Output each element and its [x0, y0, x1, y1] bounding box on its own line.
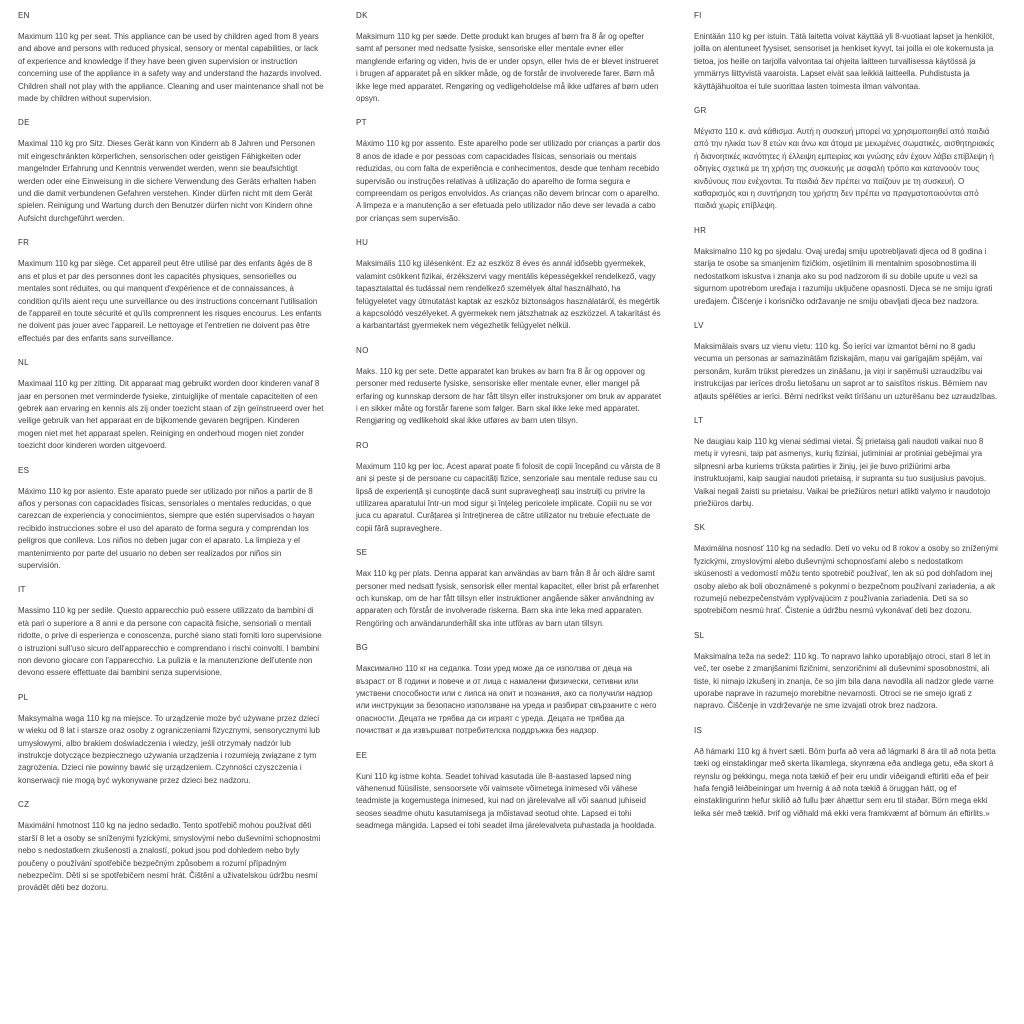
safety-text-sl: Maksimalna teža na sedež: 110 kg. To napravo lahko uporabljajo otroci, stari 8 let in več, ter osebe z zmanjšanimi fizičnimi, senzoričnimi ali duševnimi sposobnostmi, ali tiste, ki nimajo izkušenj in znanja, če so jim bila dana navodila ali nadzor glede varne uporabe naprave in razumejo morebitne nevarnosti. Otroci se ne smejo igrati z napravo. Čiščenje in vzdrževanje ne sme izvajati otrok brez nadzora. — [694, 651, 994, 711]
safety-text-bg: Максимално 110 кг на седалка. Този уред може да се използва от деца на възраст от 8 години и повече и от лица с намалени физически, сетивни или умствени способности или с липса на опит и познания, ако са получили надзор или инструкции за безопасно използване на уреда и разбират свързаните с него опасности. Децата не трябва да си играят с уреда. Децата не трябва да почистват и да извършват потребителска поддръжка без надзор. — [356, 664, 657, 736]
language-code-no: NO — [356, 345, 369, 355]
safety-text-pt: Máximo 110 kg por assento. Este aparelho pode ser utilizado por crianças a partir dos 8 anos de idade e por pessoas com capacidades físicas, sensoriais ou mentais reduzidas, ou com falta de experiência e conhecimentos, desde que tenham recebido supervisão ou instruções relativas à utilização do aparelho de forma segura e compreendam os perigos envolvidos. As crianças não devem brincar com o aparelho. A limpeza e a manutenção a ser efetuada pelo utilizador não deve ser levada a cabo por crianças sem supervisão. — [356, 139, 661, 223]
language-code-sl: SL — [694, 630, 705, 640]
safety-text-lv: Maksimālais svars uz vienu vietu: 110 kg. Šo ierīci var izmantot bērni no 8 gadu vecuma un personas ar samazinātām fiziskajām, maņu vai garīgajām spējām, vai personām, kurām trūkst pieredzes un zināšanu, ja viņi ir saņēmuši uzraudzību vai instrukcijas par ierīces drošu lietošanu un saprot ar to saistītos riskus. Bērniem nav atļauts spēlēties ar ierīci. Bērni nedrīkst veikt tīrīšanu un uzturēšanu bez uzraudzības. — [694, 341, 998, 401]
section-cz — [18, 800, 324, 894]
language-code-ro: RO — [356, 440, 369, 450]
safety-text-no: Maks. 110 kg per sete. Dette apparatet kan brukes av barn fra 8 år og oppover og personer med reduserte fysiske, sensoriske eller mentale evner, eller mangel på erfaring og kunnskap dersom de har fått tilsyn eller instruksjoner om bruk av apparatet i en sikker måte og forstår farene som følger. Barn skal ikke leke med apparatet. Rengjøring og vedlikehold skal ikke utføres av barn uten tilsyn. — [356, 366, 662, 426]
section-dk — [356, 11, 662, 105]
language-code-it: IT — [18, 585, 26, 595]
safety-text-fr: Maximum 110 kg par siège. Cet appareil peut être utilisé par des enfants âgés de 8 ans et plus et par des personnes dont les capacités physiques, sensorielles ou mentales sont réduites, ou qui manquent d'expérience et de connaissances, à condition qu'ils aient reçu une surveillance ou des instructions concernant l'utilisation de l'appareil en toute sécurité et qu'ils comprennent les risques encourus. Les enfants ne doivent pas jouer avec l'appareil. Le nettoyage et l'entretien ne doivent pas être effectués par des enfants sans surveillance. — [18, 259, 322, 343]
column-right — [694, 11, 1000, 1014]
language-code-bg: BG — [356, 643, 369, 653]
section-gr — [694, 106, 1000, 213]
safety-text-en: Maximum 110 kg per seat. This appliance can be used by children aged from 8 years and above and persons with reduced physical, sensory or mental capabilities, or lack of experience and knowledge if they have been given supervision or instruction concerning use of the appliance in a safety way and understand the hazards involved. Children shall not play with the appliance. Cleaning and user maintenance shall not be made by children without supervision. — [18, 32, 324, 104]
safety-text-de: Maximal 110 kg pro Sitz. Dieses Gerät kann von Kindern ab 8 Jahren und Personen mit eingeschränkten körperlichen, sensorischen oder geistigen Fähigkeiten oder mangelnder Erfahrung und Kenntnis verwendet werden, wenn sie beaufsichtigt werden oder eine Einweisung in die sichere Verwendung des Geräts erhalten haben und die damit verbundenen Gefahren verstehen. Kinder dürfen nicht mit dem Gerät spielen. Reinigung und Wartung durch den Benutzer dürfen nicht von Kindern ohne Aufsicht durchgeführt werden. — [18, 139, 316, 223]
safety-text-cz: Maximální hmotnost 110 kg na jedno sedadlo. Tento spotřebič mohou používat děti starší 8 let a osoby se sníženými fyzickými, smyslovými nebo duševními schopnostmi nebo s nedostatkem zkušeností a znalostí, pokud jsou pod dohledem nebo byly poučeny o používání spotřebiče bezpečným způsobem a rozumí případným nebezpečím. Děti si se spotřebičem nesmí hrát. Čištění a uživatelskou údržbu nesmí provádět děti bez dozoru. — [18, 821, 321, 893]
language-code-cz: CZ — [18, 800, 30, 810]
language-code-hu: HU — [356, 238, 369, 248]
section-lt — [694, 416, 1000, 510]
section-hr — [694, 226, 1000, 308]
section-lv — [694, 321, 1000, 403]
section-se — [356, 548, 662, 630]
language-code-ee: EE — [356, 750, 368, 760]
language-code-pl: PL — [18, 692, 29, 702]
safety-text-dk: Maksimum 110 kg per sæde. Dette produkt kan bruges af børn fra 8 år og opefter samt af personer med nedsatte fysiske, sensoriske eller mentale evner eller manglende erfaring og viden, hvis de er under opsyn, eller hvis de er blevet instrueret i brugen af apparatet på en sikker måde, og de forstår de involverede farer. Børn må ikke lege med apparatet. Rengøring og vedligeholdelse må ikke udføres af børn uden opsyn. — [356, 32, 659, 104]
safety-text-nl: Maximaal 110 kg per zitting. Dit apparaat mag gebruikt worden door kinderen vanaf 8 jaar en personen met verminderde fysieke, zintuiglijke of mentale capaciteiten of een gebrek aan ervaring en kennis als zij onder toezicht staan of zijn geïnstrueerd over het veilige gebruik van het apparaat en de bijkomende gevaren begrijpen. Kinderen mogen niet met het apparaat spelen. Reiniging en onderhoud mogen niet zonder toezicht door kinderen worden uitgevoerd. — [18, 379, 324, 451]
section-de — [18, 118, 324, 225]
section-ro — [356, 441, 662, 535]
safety-text-gr: Μέγιστο 110 κ. ανά κάθισμα. Αυτή η συσκευή μπορεί να χρησιμοποιηθεί από παιδιά από την ηλικία των 8 ετών και άνω και άτομα με μειωμένες σωματικές, αισθητηριακές ή διανοητικές ικανότητες ή έλλειψη εμπειρίας και γνώσης εάν έχουν λάβει επίβλεψη ή οδηγίες σχετικά με τη χρήση της συσκευής με ασφαλή τρόπο και κατανοούν τους κινδύνους που ενέχονται. Τα παιδιά δεν πρέπει να παίζουν με τη συσκευή. Ο καθαρισμός και η συντήρηση του χρήστη δεν πρέπει να πραγματοποιούνται από παιδιά χωρίς επίβλεψη. — [694, 127, 995, 211]
safety-text-fi: Enintään 110 kg per istuin. Tätä laitetta voivat käyttää yli 8-vuotiaat lapset ja henkilöt, joilla on alentuneet fyysiset, sensoriset ja henkiset kyvyt, tai joilla ei ole kokemusta ja tietoa, jos heille on tarjolla valvontaa tai ohjeita laitteen turvallisessa käytössä ja ymmärrys liittyvistä vaaroista. Lapset eivät saa leikkiä laitteella. Puhdistusta ja käyttäjähuoltoa ei tule suorittaa lasten toimesta ilman valvontaa. — [694, 32, 995, 91]
language-code-lv: LV — [694, 320, 704, 330]
section-fr — [18, 238, 324, 345]
section-no — [356, 346, 662, 428]
section-pt — [356, 118, 662, 225]
safety-text-hr: Maksimalno 110 kg po sjedalu. Ovaj uređaj smiju upotrebljavati djeca od 8 godina i starija te osobe sa smanjenim fizičkim, osjetilnim ili mentalnim sposobnostima ili nedostatkom iskustva i znanja ako su pod nadzorom ili su dobile upute u vezi sa sigurnom upotrebom uređaja i razumiju uključene opasnosti. Djeca se ne smiju igrati uređajem. Čišćenje i korisničko održavanje ne smiju obavljati djeca bez nadzora. — [694, 246, 993, 306]
section-fi — [694, 11, 1000, 93]
section-en — [18, 11, 324, 105]
language-code-gr: GR — [694, 106, 707, 116]
section-ee — [356, 751, 662, 833]
safety-text-hu: Maksimális 110 kg ülésenként. Ez az eszköz 8 éves és annál idősebb gyermekek, valamint csökkent fizikai, érzékszervi vagy mentális képességekkel rendelkező, vagy tapasztalattal és tudással nem rendelkező személyek által használható, ha felügyeletet vagy útmutatást kaptak az eszköz biztonságos használatáról, és megértik a kapcsolódó veszélyeket. A gyermekek nem játszhatnak az eszközzel. A takarítást és a karbantartást gyermekek nem végezhetik felügyelet nélkül. — [356, 259, 661, 331]
language-code-nl: NL — [18, 358, 29, 368]
language-code-pt: PT — [356, 118, 367, 128]
language-code-en: EN — [18, 11, 30, 20]
language-code-dk: DK — [356, 11, 368, 20]
section-nl — [18, 358, 324, 452]
section-hu — [356, 238, 662, 332]
safety-text-se: Max 110 kg per plats. Denna apparat kan användas av barn från 8 år och äldre samt personer med nedsatt fysisk, sensorisk eller mental kapacitet, eller brist på erfarenhet och kunskap, om de har fått tillsyn eller instruktioner angående säker användning av apparaten och förstår de involverade riskerna. Barn ska inte leka med apparaten. Rengöring och användarunderhåll ska inte utföras av barn utan tillsyn. — [356, 569, 659, 628]
language-code-fi: FI — [694, 11, 702, 20]
language-code-sk: SK — [694, 523, 706, 533]
safety-text-ro: Maximum 110 kg per loc. Acest aparat poate fi folosit de copii începând cu vârsta de 8 ani și peste și de persoane cu capacități fizice, senzoriale sau mentale reduse sau cu lipsă de experiență și cunoștințe dacă sunt supravegheați sau instruiți cu privire la utilizarea aparatului într-un mod sigur și înțeleg pericolele implicate. Copiii nu se vor juca cu aparatul. Curățarea și întreținerea de către utilizator nu trebuie efectuate de copii fără supraveghere. — [356, 461, 661, 533]
section-es — [18, 466, 324, 573]
safety-text-es: Máximo 110 kg por asiento. Este aparato puede ser utilizado por niños a partir de 8 años y personas con capacidades físicas, sensoriales o mentales reducidas, o que carezcan de experiencia y conocimientos, siempre que estén supervisados o hayan recibido instrucciones sobre el uso del aparato de forma segura y comprendan los peligros que conlleva. Los niños no deben jugar con el aparato. La limpieza y el mantenimiento por parte del usuario no deben ser realizados por niños sin supervisión. — [18, 486, 315, 570]
language-code-de: DE — [18, 118, 30, 128]
language-code-se: SE — [356, 548, 368, 558]
language-code-fr: FR — [18, 238, 30, 248]
safety-text-lt: Ne daugiau kaip 110 kg vienai sėdimai vietai. Šį prietaisą gali naudoti vaikai nuo 8 metų ir vyresni, taip pat asmenys, kurių fiziniai, jutiminiai ar protiniai gebėjimai yra silpnesni arba kuriems trūksta patirties ir žinių, jei jie buvo prižiūrimi arba instruktuojami, kaip saugiai naudoti prietaisą, ir supranta su tuo susijusius pavojus. Vaikai negali žaisti su prietaisu. Vaikai be priežiūros neturi atlikti valymo ir naudotojo priežiūros darbų. — [694, 436, 991, 508]
language-code-is: IS — [694, 725, 703, 735]
safety-text-pl: Maksymalna waga 110 kg na miejsce. To urządzenie może być używane przez dzieci w wieku od 8 lat i starsze oraz osoby z ograniczeniami fizycznymi, sensorycznymi lub umysłowymi, albo brakiem doświadczenia i wiedzy, jeśli otrzymały nadzór lub instrukcje dotyczące bezpiecznego używania urządzenia i rozumieją związane z tym zagrożenia. Dzieci nie powinny bawić się urządzeniem. Czynności czyszczenia i konserwacji nie mogą być wykonywane przez dzieci bez nadzoru. — [18, 713, 320, 785]
language-code-hr: HR — [694, 225, 707, 235]
language-code-lt: LT — [694, 415, 704, 425]
safety-text-ee: Kuni 110 kg istme kohta. Seadet tohivad kasutada üle 8-aastased lapsed ning vähenenud füüsiliste, sensoorsete või vaimsete võimetega inimesed või vähese teadmiste ja kogemustega inimesed, kui nad on järelevalve all või saanud juhiseid seoses seadme ohutu kasutamisega ja mõistavad seotud ohte. Lapsed ei tohi seadmega mängida. Lapsed ei tohi seadet ilma järelevalveta puhastada ja hooldada. — [356, 771, 657, 831]
section-is — [694, 726, 1000, 820]
section-bg — [356, 643, 662, 737]
section-it — [18, 585, 324, 679]
column-left — [18, 11, 324, 1014]
section-sk — [694, 523, 1000, 617]
safety-text-is: Að hámarki 110 kg á hvert sæti. Börn þurfa að vera að lágmarki 8 ára til að nota þetta tæki og einstaklingar með skerta líkamlega, skynræna eða andlega getu, eða skort á reynslu og þekkingu, mega nota tækið ef þeir eru undir viðeigandi eftirliti eða ef þeir hafa fengið leiðbeiningar um hvernig á að nota tækið á öruggan hátt, og ef einstaklingurinn hefur skilið að fullu þær áhættur sem eru til staðar. Börn mega ekki leika sér með tækið. Þrif og viðhald má ekki vera framkvæmt af börnum án eftirlits.» — [694, 746, 996, 818]
safety-text-it: Massimo 110 kg per sedile. Questo apparecchio può essere utilizzato da bambini di età pari o superiore a 8 anni e da persone con capacità fisiche, sensoriali o mentali ridotte, o prive di esperienza e conoscenza, purché siano stati forniti loro supervisione o istruzioni sull'uso sicuro dell'apparecchio e comprendano i rischi coinvolti. I bambini non devono giocare con l'apparecchio. La pulizia e la manutenzione dell'utente non devono essere effettuate dai bambini senza supervisione. — [18, 606, 322, 678]
section-pl — [18, 693, 324, 787]
language-code-es: ES — [18, 465, 30, 475]
safety-text-sk: Maximálna nosnosť 110 kg na sedadlo. Deti vo veku od 8 rokov a osoby so zníženými fyzickými, zmyslovými alebo duševnými schopnosťami alebo s nedostatkom skúseností a vedomostí môžu tento spotrebič používať, len ak sú pod dohľadom inej osoby alebo ak boli oboznámené s pokynmi o bezpečnom používaní zariadenia, a ak rozumejú nebezpečenstvám vyplývajúcim z používania zariadenia. Deti sa so spotrebičom nesmú hrať. Čistenie a údržbu nesmú vykonávať deti bez dozoru. — [694, 544, 998, 616]
section-sl — [694, 631, 1000, 713]
column-middle — [356, 11, 662, 1014]
